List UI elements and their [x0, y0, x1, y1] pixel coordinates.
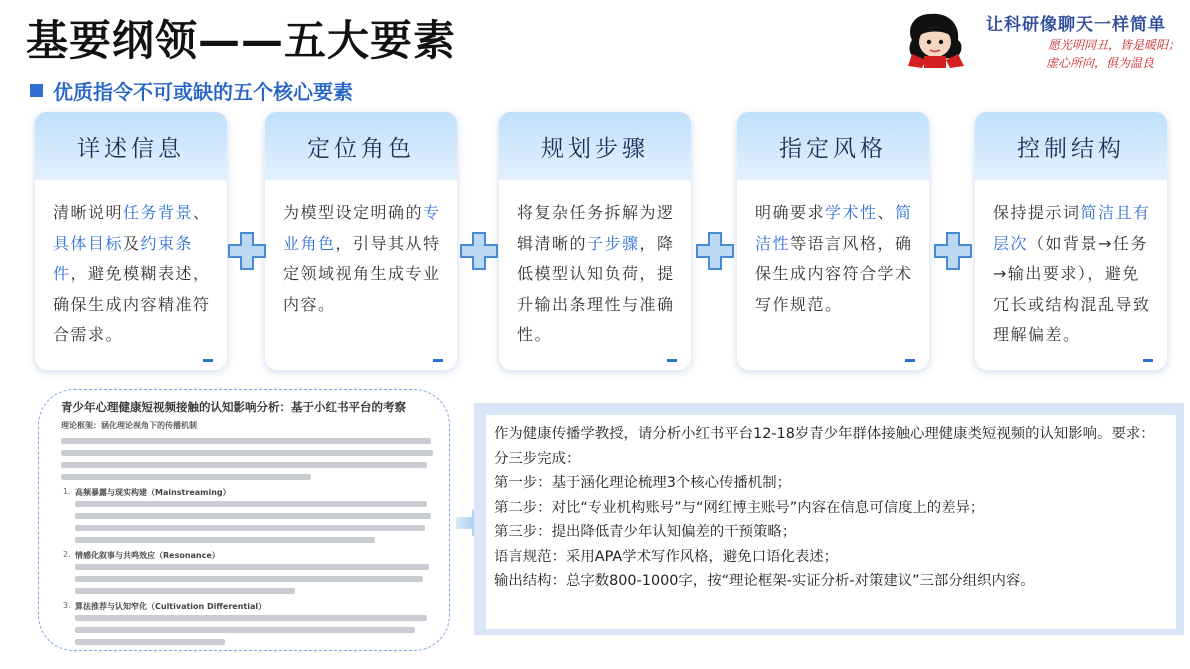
- card-body: [975, 180, 1167, 351]
- doc-text-line: [75, 615, 427, 621]
- highlight-term: 简洁性: [755, 203, 913, 253]
- element-card-role: [265, 112, 457, 370]
- page-title: 基要纲领——五大要素: [26, 16, 457, 65]
- doc-text-line: [75, 501, 427, 507]
- doc-text-line: [75, 564, 429, 570]
- body-text: 为模型设定明确的: [283, 203, 424, 222]
- body-text: 明确要求: [755, 203, 826, 222]
- logo-avatar-icon: [904, 10, 966, 68]
- prompt-text-area: [486, 415, 1176, 629]
- doc-subheading: 理论框架：涵化理论视角下的传播机制: [61, 421, 197, 430]
- highlight-term: 简洁且有层次: [993, 203, 1151, 253]
- card-body: [499, 180, 691, 351]
- body-text: ，避免模糊表述，确保生成内容精准符合需求。: [53, 264, 211, 344]
- card-title: 详述信息: [35, 112, 227, 180]
- body-text: 保持提示词: [993, 203, 1081, 222]
- doc-text-line: [75, 588, 295, 594]
- body-text: 将复杂任务拆解为逻辑清晰的: [517, 203, 675, 253]
- prompt-line: 作为健康传播学教授，请分析小红书平台12-18岁青少年群体接触心理健康类短视频的认知影响。要求：: [494, 426, 1155, 442]
- body-text: 、: [877, 203, 896, 222]
- doc-point-number: 1.: [63, 487, 71, 496]
- doc-point-heading: 算法推荐与认知窄化（Cultivation Differential）: [75, 602, 267, 611]
- section-subtitle: [30, 76, 353, 105]
- plus-icon: [932, 230, 974, 272]
- prompt-line: 第三步：提出降低青少年认知偏差的干预策略；: [494, 524, 797, 540]
- logo-slogan: 让科研像聊天一样简单: [986, 15, 1166, 35]
- highlight-term: 约束条件: [53, 233, 194, 283]
- prompt-example-box: [474, 403, 1184, 635]
- card-dash-mark: [1143, 359, 1153, 362]
- plus-icon: [226, 230, 268, 272]
- prompt-line: 输出结构：总字数800-1000字，按“理论框架-实证分析-对策建议”三部分组织内容。: [494, 573, 1035, 589]
- logo-motto-line-2: 虚心所向，俱为温良: [1046, 56, 1155, 70]
- body-text: 等语言风格，确保生成内容符合学术写作规范。: [755, 233, 913, 314]
- card-body: [265, 180, 457, 320]
- element-card-detail: [35, 112, 227, 370]
- doc-text-line: [75, 639, 225, 645]
- doc-point-number: 2.: [63, 550, 71, 559]
- logo-motto-line-1: 愿光明同丑，皆是暖阳；: [1048, 38, 1181, 52]
- doc-point-heading: 高频暴露与现实构建（Mainstreaming）: [75, 488, 231, 497]
- highlight-term: 学术性: [825, 203, 878, 222]
- card-title: 指定风格: [737, 112, 929, 180]
- body-text: ，引导其从特定领域视角生成专业内容。: [283, 233, 441, 314]
- doc-text-line: [75, 513, 431, 519]
- body-text: 及: [123, 233, 141, 253]
- highlight-term: 子步骤: [587, 233, 640, 253]
- highlight-term: 专业角色: [283, 203, 441, 253]
- card-title: 规划步骤: [499, 112, 691, 180]
- doc-text-line: [61, 474, 311, 480]
- card-dash-mark: [433, 359, 443, 362]
- card-body: [737, 180, 929, 320]
- body-text: （如背景→任务→输出要求），避免冗长或结构混乱导致理解偏差。: [993, 233, 1151, 344]
- highlight-term: 任务背景: [123, 203, 194, 222]
- plus-icon: [694, 230, 736, 272]
- body-text: ，降低模型认知负荷，提升输出条理性与准确性。: [517, 233, 675, 344]
- highlight-term: 具体目标: [53, 233, 124, 253]
- element-card-steps: [499, 112, 691, 370]
- card-title: 定位角色: [265, 112, 457, 180]
- doc-title: 青少年心理健康短视频接触的认知影响分析：基于小红书平台的考察: [61, 400, 406, 414]
- bullet-square-icon: [30, 84, 43, 97]
- prompt-line: 语言规范：采用APA学术写作风格，避免口语化表述；: [494, 548, 839, 565]
- doc-text-line: [61, 438, 431, 444]
- doc-text-line: [75, 525, 425, 531]
- card-body: [35, 180, 227, 351]
- body-text: 清晰说明: [53, 203, 124, 222]
- brand-logo: [898, 4, 1188, 74]
- card-dash-mark: [667, 359, 677, 362]
- doc-point-heading: 情感化叙事与共鸣效应（Resonance）: [75, 551, 220, 560]
- prompt-line: 第一步：基于涵化理论梳理3个核心传播机制；: [494, 475, 791, 491]
- subtitle-text: 优质指令不可或缺的五个核心要素: [53, 80, 353, 104]
- doc-text-line: [75, 537, 375, 543]
- doc-point-number: 3.: [63, 601, 71, 610]
- prompt-line: 第二步：对比“专业机构账号”与“网红博主账号”内容在信息可信度上的差异；: [494, 499, 985, 516]
- prompt-line: 分三步完成：: [494, 450, 581, 467]
- doc-text-line: [75, 576, 423, 582]
- body-text: 、: [193, 203, 211, 222]
- card-dash-mark: [203, 359, 213, 362]
- doc-text-line: [61, 462, 427, 468]
- card-title: 控制结构: [975, 112, 1167, 180]
- plus-icon: [458, 230, 500, 272]
- doc-text-line: [61, 450, 433, 456]
- doc-text-line: [75, 627, 415, 633]
- element-card-structure: [975, 112, 1167, 370]
- element-card-style: [737, 112, 929, 370]
- card-dash-mark: [905, 359, 915, 362]
- output-document-preview: [38, 389, 450, 651]
